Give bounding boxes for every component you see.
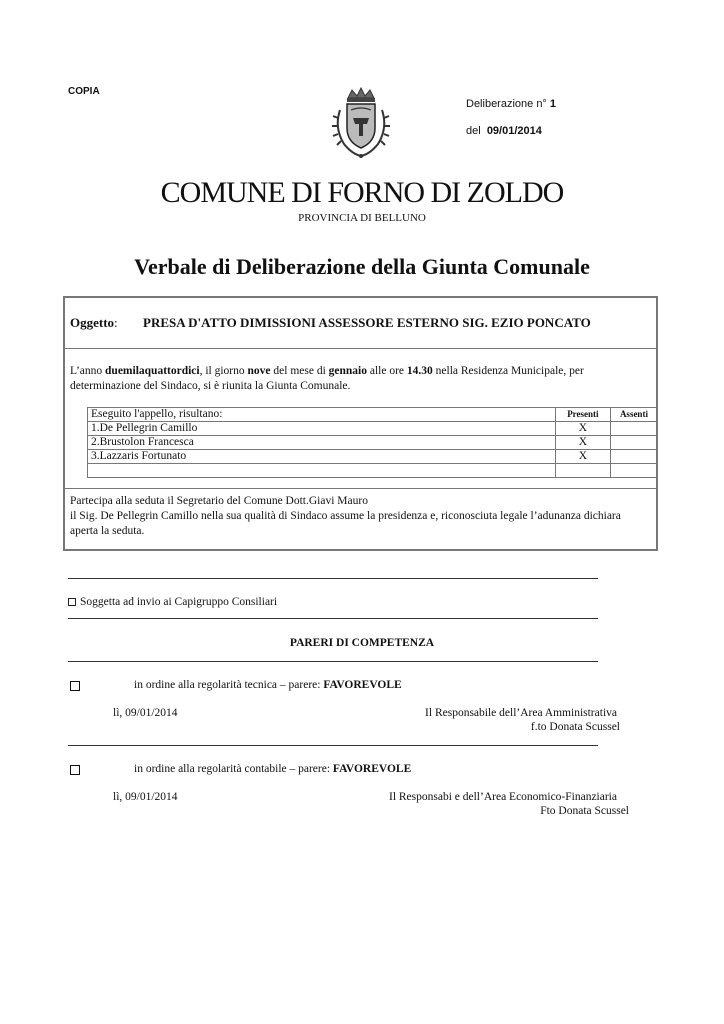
technical-place-date: lì, 09/01/2014 [113, 707, 178, 719]
opinions-title: PARERI DI COMPETENZA [289, 637, 435, 649]
empty-cell [610, 464, 657, 478]
roll-call-header: Eseguito l'appello, risultano: [88, 408, 556, 422]
separator-line [68, 661, 598, 662]
municipal-crest-icon [326, 84, 396, 164]
box-divider [63, 488, 658, 489]
province-subtitle: PROVINCIA DI BELLUNO [298, 212, 426, 224]
table-row [88, 422, 658, 436]
checkbox-icon [68, 598, 76, 606]
empty-cell [555, 464, 610, 478]
copy-label: COPIA [68, 86, 100, 97]
absent-column-header: Assenti [610, 408, 657, 422]
separator-line [68, 578, 598, 579]
technical-signatory-title: Il Responsabile dell’Area Amministrativa [425, 707, 617, 719]
accounting-signatory-title: Il Responsabi e dell’Area Economico-Finanziaria [388, 791, 617, 803]
attendance-note [70, 494, 645, 539]
member-name: 1.De Pellegrin Camillo [88, 422, 556, 436]
present-mark: X [555, 422, 610, 436]
member-name: 3.Lazzaris Fortunato [88, 450, 556, 464]
table-row [88, 464, 658, 478]
present-mark: X [555, 450, 610, 464]
document-title: Verbale di Deliberazione della Giunta Comunale [134, 254, 590, 279]
checkbox-icon [70, 681, 80, 691]
present-mark: X [555, 436, 610, 450]
capigruppo-note: Soggetta ad invio ai Capigruppo Consiliari [68, 596, 277, 608]
deliberation-number: Deliberazione n° 1 [466, 98, 557, 110]
table-header-row [88, 408, 658, 422]
absent-mark [610, 422, 657, 436]
deliberation-date: del 09/01/2014 [466, 125, 542, 137]
presidency-line: il Sig. De Pellegrin Camillo nella sua qualità di Sindaco assume la presidenza e, riconosciuta legale l’adunanza dichiara aperta la seduta. [70, 510, 621, 537]
subject-text: PRESA D'ATTO DIMISSIONI ASSESSORE ESTERNO SIG. EZIO PONCATO [143, 315, 591, 330]
present-column-header: Presenti [555, 408, 610, 422]
separator-line [68, 618, 598, 619]
technical-signatory-name: f.to Donata Scussel [530, 721, 620, 733]
separator-line [68, 745, 598, 746]
absent-mark [610, 450, 657, 464]
roll-call-table [87, 407, 658, 478]
table-row [88, 450, 658, 464]
box-divider [63, 348, 658, 349]
accounting-signatory-name: Fto Donata Scussel [540, 805, 629, 817]
accounting-place-date: lì, 09/01/2014 [113, 791, 178, 803]
municipality-title: COMUNE DI FORNO DI ZOLDO [160, 176, 564, 209]
empty-cell [88, 464, 556, 478]
accounting-opinion: in ordine alla regolarità contabile – parere: FAVOREVOLE [134, 763, 412, 775]
member-name: 2.Brustolon Francesca [88, 436, 556, 450]
table-row [88, 436, 658, 450]
subject-label: Oggetto: [70, 315, 118, 330]
technical-opinion: in ordine alla regolarità tecnica – parere: FAVOREVOLE [134, 679, 402, 691]
absent-mark [610, 436, 657, 450]
checkbox-icon [70, 765, 80, 775]
session-intro: L’anno duemilaquattordici, il giorno nove del mese di gennaio alle ore 14.30 nella Residenza Municipale, per determinazione del Sindaco, si è riunita la Giunta Comunale. [70, 365, 584, 392]
secretary-line: Partecipa alla seduta il Segretario del Comune Dott.Giavi Mauro [70, 495, 368, 507]
